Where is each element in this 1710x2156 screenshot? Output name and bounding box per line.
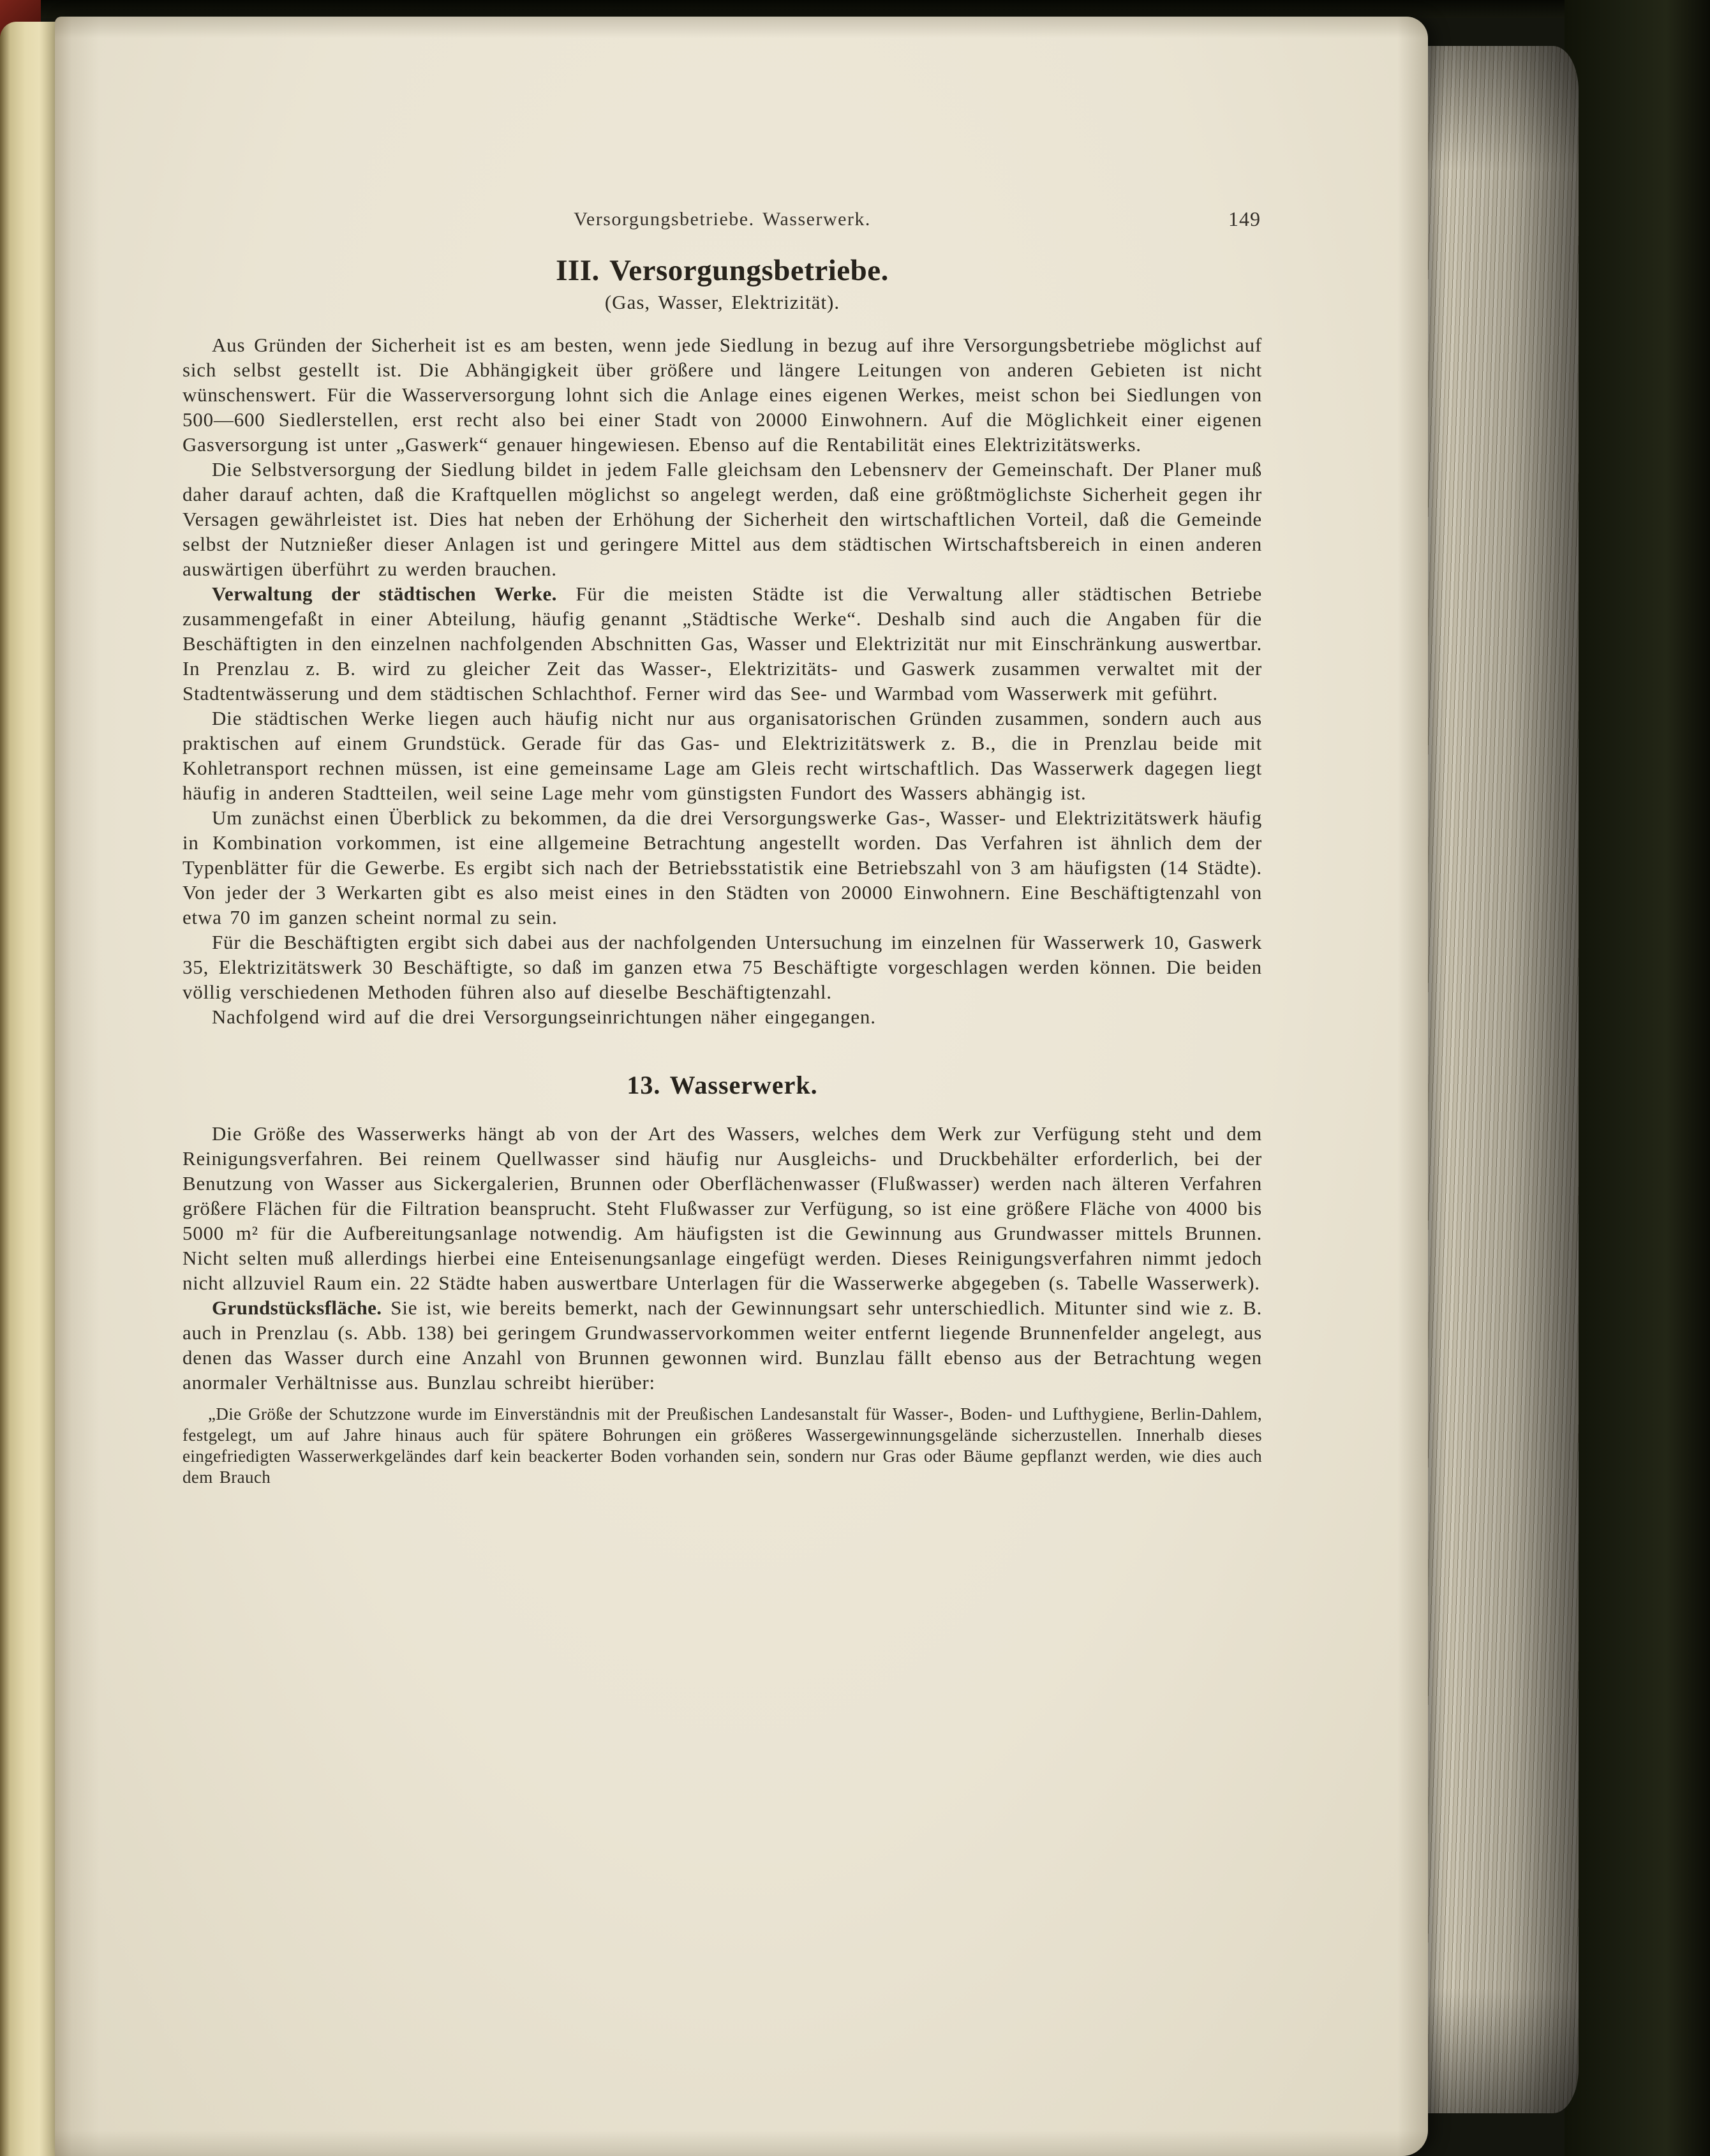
paragraph: Aus Gründen der Sicherheit ist es am besten, wenn jede Siedlung in bezug auf ihre Versorgungsbetriebe möglichst auf sich selbst gestellt ist. Die Abhängigkeit über größere und längere Leitungen von anderen Gebieten ist nicht wünschenswert. Für die Wasserversorgung lohnt sich die Anlage eines eigenen Werkes, meist schon bei Siedlungen von 500—600 Siedlerstellen, erst recht also bei einer Stadt von 20000 Einwohnern. Auf die Möglichkeit einer eigenen Gasversorgung ist unter „Gaswerk“ genauer hingewiesen. Ebenso auf die Rentabilität eines Elektrizitätswerks. [182,334,1262,456]
book-cover [1565,0,1710,2156]
paragraph [182,1295,1262,1395]
running-header [182,207,1262,235]
run-in-heading: Grundstücksfläche. [212,1297,382,1319]
paragraph: Die Selbstversorgung der Siedlung bildet in jedem Falle gleichsam den Lebensnerv der Gemeinschaft. Der Planer muß daher darauf achten, daß die Kraftquellen möglichst so angelegt werden, daß eine größtmöglichste Sicherheit gegen ihr Versagen gewährleistet ist. Dies hat neben der Erhöhung der Sicherheit den wirtschaftlichen Vorteil, daß die Gemeinde selbst der Nutznießer dieser Anlagen ist und geringere Mittel aus dem städtischen Wirtschaftsbereich in einen anderen auswärtigen überführt zu werden brauchen. [182,458,1262,580]
book-fore-edge-pages [1428,46,1579,2113]
paragraph: Die städtischen Werke liegen auch häufig nicht nur aus organisatorischen Gründen zusammen, sondern auch aus praktischen auf einem Grundstück. Gerade für das Gas- und Elektrizitätswerk z. B., die in Prenzlau beide mit Kohletransport rechnen müssen, ist eine gemeinsame Lage am Gleis recht wirtschaftlich. Das Wasserwerk dagegen liegt häufig in anderen Stadtteilen, weil seine Lage mehr vom günstigsten Fundort des Wassers abhängig ist. [182,707,1262,804]
paragraph-text: Für die meisten Städte ist die Verwaltung aller städtischen Betriebe zusammengefaßt in einer Abteilung, häufig genannt „Städtische Werke“. Deshalb sind auch die Angaben für die Beschäftigten in den einzelnen nachfolgenden Abschnitten Gas, Wasser und Elektrizität nur mit Einschränkung auswertbar. In Prenzlau z. B. wird zu gleicher Zeit das Wasser-, Elektrizitäts- und Gaswerk zusammen verwaltet mit der Stadtentwässerung und dem städtischen Schlachthof. Ferner wird das See- und Warmbad vom Wasserwerk mit geführt. [182,583,1263,704]
paragraph: Nachfolgend wird auf die drei Versorgungseinrichtungen näher eingegangen. [212,1006,876,1028]
book-left-page-edge [0,22,56,2156]
paragraph: Für die Beschäftigten ergibt sich dabei aus der nachfolgenden Untersuchung im einzelnen für Wasserwerk 10, Gaswerk 35, Elektrizitätswerk 30 Beschäftigte, so daß im ganzen etwa 75 Beschäftigte vorgeschlagen werden können. Die beiden völlig verschiedenen Methoden führen also auf dieselbe Beschäftigtenzahl. [182,931,1262,1003]
small-print-quote: „Die Größe der Schutzzone wurde im Einverständnis mit der Preußischen Landesanstalt für Wasser-, Boden- und Lufthygiene, Berlin-Dahlem, festgelegt, um auf Jahre hinaus auch für spätere Bohrungen ein größeres Wassergewinnungsgelände sicherzustellen. Innerhalb dieses eingefriedigten Wasserwerkgeländes darf kein beackerter Boden vorhanden sein, sondern nur Gras oder Bäume gepflanzt werden, wie dies auch dem Brauch [182,1404,1262,1487]
paragraph: Um zunächst einen Überblick zu bekommen, da die drei Versorgungswerke Gas-, Wasser- und Elektrizitätswerk häufig in Kombination vorkommen, ist eine allgemeine Betrachtung angestellt worden. Das Verfahren ist ähnlich dem der Typenblätter für die Gewerbe. Es ergibt sich nach der Betriebsstatistik eine Betriebszahl von 3 am häufigsten (14 Städte). Von jeder der 3 Werkarten gibt es also meist eines in den Städten von 20000 Einwohnern. Eine Beschäftigtenzahl von etwa 70 im ganzen scheint normal zu sein. [182,807,1262,928]
run-in-heading: Verwaltung der städtischen Werke. [212,583,557,605]
running-header-title: Versorgungsbetriebe. Wasserwerk. [574,209,871,230]
paragraph-text: Sie ist, wie bereits bemerkt, nach der Gewinnungsart sehr unterschiedlich. Mitunter sind wie z. B. auch in Prenzlau (s. Abb. 138) bei geringem Grundwasservorkommen weiter entfernt liegende Brunnenfelder angelegt, aus denen das Wasser durch eine Anzahl von Brunnen gewonnen wird. Bunzlau fällt ebenso aus der Betrachtung wegen anormaler Verhältnisse aus. Bunzlau schreibt hierüber: [182,1297,1262,1394]
chapter-subtitle: (Gas, Wasser, Elektrizität). [604,291,840,313]
page-content [182,207,1262,1488]
chapter-title: III. Versorgungsbetriebe. [556,254,889,287]
book-page [55,17,1428,2156]
section-title: 13. Wasserwerk. [627,1071,818,1099]
paragraph: Die Größe des Wasserwerks hängt ab von der Art des Wassers, welches dem Werk zur Verfügung steht und dem Reinigungsverfahren. Bei reinem Quellwasser sind häufig nur Ausgleichs- und Druckbehälter erforderlich, bei der Benutzung von Wasser aus Sickergalerien, Brunnen oder Oberflächenwasser (Flußwasser) werden nach älteren Verfahren größere Flächen für die Filtration beansprucht. Steht Flußwasser zur Verfügung, so ist eine größere Fläche von 4000 bis 5000 m² für die Aufbereitungsanlage notwendig. Am häufigsten ist die Gewinnung aus Grundwasser mittels Brunnen. Nicht selten muß allerdings hierbei eine Enteisenungsanlage eingefügt werden. Dieses Reinigungsverfahren nimmt jedoch nicht allzuviel Raum ein. 22 Städte haben auswertbare Unterlagen für die Wasserwerke abgegeben (s. Tabelle Wasserwerk). [182,1122,1262,1294]
page-number: 149 [1228,207,1261,230]
paragraph [182,581,1262,706]
scan-top-edge [0,0,1710,18]
